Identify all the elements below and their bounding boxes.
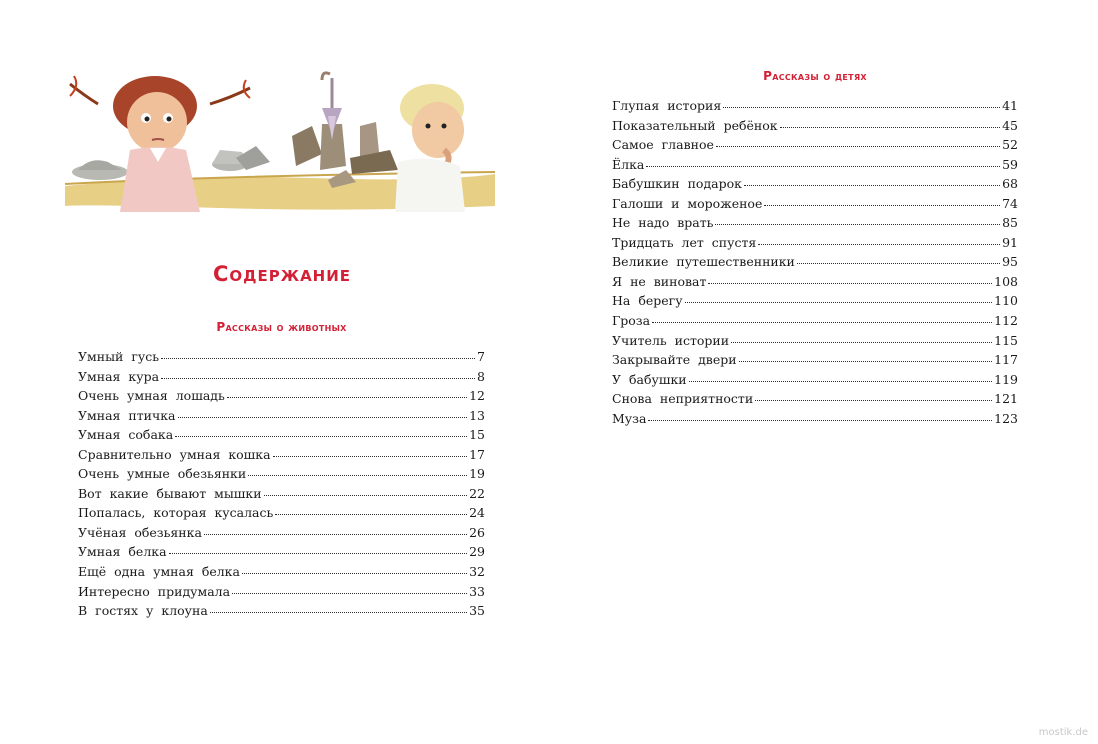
toc-entry-page: 123 [994,410,1018,426]
toc-entry-page: 117 [994,352,1018,368]
toc-entry-title: Умная белка [78,544,167,560]
dot-leader [161,378,475,379]
toc-entry-title: Учитель истории [612,332,730,348]
toc-entry [612,391,1018,411]
toc-entry [612,98,1018,118]
toc-entry [78,486,485,506]
toc-entry-page: 110 [994,293,1018,309]
dot-leader [232,593,467,594]
dot-leader [755,400,992,401]
section-title-animals: Рассказы о животных [216,320,347,334]
toc-entry-title: Интересно придумала [78,583,231,599]
toc-entry-page: 45 [1002,117,1018,133]
dot-leader [210,612,467,613]
toc-entry-title: Бабушкин подарок [612,176,742,192]
watermark: mostik.de [1038,727,1088,738]
toc-entry [78,388,485,408]
toc-entry [78,525,485,545]
toc-entry-page: 52 [1002,137,1018,153]
dot-leader [764,205,1000,206]
dot-leader [708,283,992,284]
toc-entry [612,137,1018,157]
toc-entry-page: 108 [994,273,1018,289]
toc-entry [78,564,485,584]
toc-entry-page: 33 [469,583,485,599]
toc-entry-page: 112 [994,313,1018,329]
toc-entry-page: 24 [469,505,485,521]
dot-leader [739,361,993,362]
toc-entry [612,157,1018,177]
toc-entry-page: 35 [469,603,485,619]
dot-leader [178,417,468,418]
toc-entry-title: Попалась, которая кусалась [78,505,274,521]
toc-entry [612,254,1018,274]
dot-leader [169,553,468,554]
dot-leader [648,420,992,421]
dot-leader [780,127,1000,128]
dot-leader [716,146,1000,147]
toc-entry-page: 95 [1002,254,1018,270]
toc-entry-title: Ёлка [612,156,645,172]
toc-entry-page: 19 [469,466,485,482]
toc-entry-title: Закрывайте двери [612,352,737,368]
toc-entry [78,427,485,447]
toc-entry-page: 22 [469,485,485,501]
toc-entry-page: 85 [1002,215,1018,231]
dot-leader [175,436,467,437]
dot-leader [652,322,992,323]
toc-entry-title: Глупая история [612,98,722,113]
toc-entry-title: Великие путешественники [612,254,795,270]
toc-entry [612,411,1018,431]
toc-entry [612,293,1018,313]
toc-entry-page: 32 [469,564,485,580]
dot-leader [731,342,992,343]
toc-entry-page: 41 [1002,98,1018,113]
toc-entry-page: 17 [469,446,485,462]
toc-entry [78,349,485,369]
toc-entry-title: Умный гусь [78,349,160,364]
toc-entry-page: 15 [469,427,485,443]
toc-entry-page: 121 [994,391,1018,407]
toc-entry-title: Муза [612,410,647,426]
toc-entry [78,447,485,467]
toc-entry [78,603,485,623]
dot-leader [227,397,467,398]
toc-entry [612,118,1018,138]
children-shoes-illustration [60,66,500,212]
toc-entry-title: Умная собака [78,427,174,443]
toc-entry-title: Не надо врать [612,215,714,231]
toc-entry-page: 68 [1002,176,1018,192]
toc-entry [612,215,1018,235]
toc-entry-title: Очень умные обезьянки [78,466,247,482]
toc-entry-title: Очень умная лошадь [78,388,225,404]
toc-entry-title: На берегу [612,293,683,309]
toc-entry-title: В гостях у клоуна [78,603,208,619]
dot-leader [715,224,1000,225]
toc-entry [612,333,1018,353]
toc-entry-title: Тридцать лет спустя [612,234,757,250]
dot-leader [797,263,1000,264]
toc-entry-title: Умная кура [78,368,160,384]
toc-entry [78,544,485,564]
toc-entry [78,408,485,428]
toc-entry [612,274,1018,294]
toc-entry [612,176,1018,196]
toc-entry [612,352,1018,372]
toc-entry-title: Учёная обезьянка [78,524,202,540]
toc-entry-page: 91 [1002,234,1018,250]
toc-entry-title: Я не виноват [612,273,707,289]
dot-leader [685,302,993,303]
toc-entry-title: Вот какие бывают мышки [78,485,262,501]
toc-entry-page: 7 [477,349,485,364]
section-title-children: Рассказы о детях [763,69,867,83]
toc-entry [612,313,1018,333]
dot-leader [758,244,1000,245]
toc-entry-page: 29 [469,544,485,560]
toc-entry [78,466,485,486]
dot-leader [723,107,1000,108]
dot-leader [689,381,993,382]
toc-entry-page: 8 [477,368,485,384]
toc-entry-page: 12 [469,388,485,404]
toc-entry-page: 74 [1002,195,1018,211]
toc-entry-title: Ещё одна умная белка [78,564,240,580]
toc-entry [78,584,485,604]
dot-leader [161,358,475,359]
dot-leader [264,495,468,496]
toc-entry [78,505,485,525]
toc-entry [612,196,1018,216]
dot-leader [204,534,467,535]
toc-entry-title: Умная птичка [78,407,176,423]
toc-list-children [612,98,1018,430]
toc-entry [78,369,485,389]
toc-entry-page: 119 [994,371,1018,387]
dot-leader [646,166,1000,167]
dot-leader [275,514,467,515]
toc-entry [612,235,1018,255]
toc-entry-title: Галоши и мороженое [612,195,763,211]
toc-entry-title: Снова неприятности [612,391,754,407]
toc-entry-page: 115 [994,332,1018,348]
toc-entry-page: 59 [1002,156,1018,172]
toc-entry-title: Гроза [612,313,651,329]
toc-list-animals [78,349,485,623]
toc-entry-title: У бабушки [612,371,687,387]
dot-leader [744,185,1000,186]
toc-entry-title: Самое главное [612,137,714,153]
toc-entry-title: Сравнительно умная кошка [78,446,271,462]
page-title: Содержание [212,262,352,286]
dot-leader [273,456,468,457]
toc-entry-page: 26 [469,524,485,540]
dot-leader [248,475,467,476]
toc-entry [612,372,1018,392]
toc-entry-page: 13 [469,407,485,423]
dot-leader [242,573,467,574]
toc-entry-title: Показательный ребёнок [612,117,778,133]
